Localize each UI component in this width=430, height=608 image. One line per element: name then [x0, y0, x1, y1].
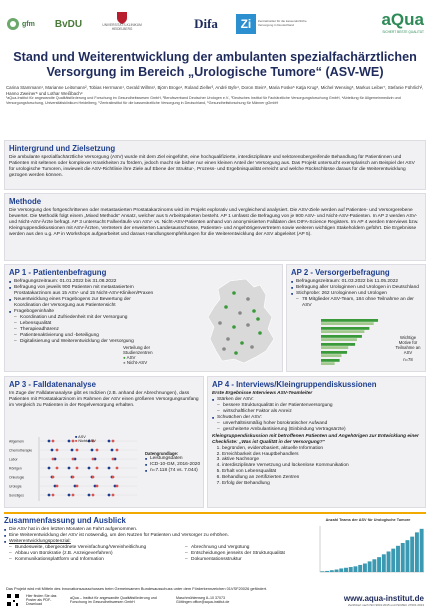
study-center-dot — [246, 297, 250, 301]
hintergrund-text: Die ambulante spezialfachärztliche Versorgung (ASV) wurde mit dem Ziel eingeführt, eine hochqualifizierte, interdisziplinäre und sektorenübergreifende Behandlung für Patientinnen und Patienten mit seltenen oder komplexen Krankheiten zu fördern, jedoch macht sie bisher nur einen kleinen Anteil der Versorgung aus. Das Projekt untersucht exemplarisch am Beispiel der ASV für urologische Tumoren, inwieweit die ASV-Richtlinie ihre Ziele auf Ebene der Struktur-, Prozess- und Ergebnisqualität erreicht und welche Rückschlüsse daraus für die Weiterentwicklung gezogen werden können. — [9, 155, 415, 178]
ap2-bullet-list — [291, 279, 421, 309]
ap3-legend-nonasv-label: Nicht-ASV — [78, 439, 96, 444]
nonasv-dot — [72, 476, 75, 479]
motive-caption-block — [394, 335, 422, 362]
row-label: Chemotherapie — [9, 448, 33, 453]
motive-chart — [291, 317, 391, 369]
methode-heading: Methode — [9, 197, 42, 206]
affiliations: ¹aQua-Institut für angewandte Qualitätsförderung und Forschung im Gesundheitswesen GmbH, ²Berufsverband Deutscher Urologen e.V., ³Deutsches Institut für Fachärztliche Versorgungsforschung GmbH, ⁴Abteilung für Allgemeinmedizin und Versorgungsforschung, Universitätsklinikum Heidelberg, ⁵Zentralinstitut für die kassenärztliche Versorgung in Deutschland, ⁶Gesundheitsforschung für Männer gGmbH — [6, 96, 401, 105]
nonasv-dot — [72, 458, 75, 461]
grundlage-item: ■ ICD-10-GM, 2016-2020 — [145, 462, 200, 468]
ap3-legend-nonasv-icon: ■ — [75, 439, 78, 444]
teams-bar — [344, 568, 348, 572]
study-center-dot — [240, 341, 244, 345]
motive-n: n=78 — [403, 357, 413, 362]
study-center-dot — [232, 291, 236, 295]
nonasv-dot — [56, 449, 59, 452]
nonasv-dot — [116, 467, 119, 470]
teams-bar — [335, 570, 339, 572]
asv-dot — [48, 467, 51, 470]
asv-dot — [48, 494, 51, 497]
motive-bar — [321, 327, 369, 330]
study-center-dot — [238, 311, 242, 315]
ap3-legend-asv-label: ASV — [78, 435, 86, 439]
nonasv-dot — [52, 458, 55, 461]
nonasv-dot — [92, 476, 95, 479]
footer-address: Maschmühlenweg 8–10 37073 Göttingen office@aqua-institut.de — [176, 595, 230, 604]
teams-bar — [420, 529, 424, 572]
teams-chart — [310, 522, 426, 580]
nonasv-dot — [52, 476, 55, 479]
study-center-dot — [232, 325, 236, 329]
footer-org: aQua – Institut für angewandte Qualitätsförderung und Forschung im Gesundheitswesen GmbH — [70, 595, 157, 604]
nonasv-dot — [96, 449, 99, 452]
checklist-item: 6. Behandlung an zertifizierten Zentren — [222, 475, 421, 481]
hintergrund-section — [4, 140, 426, 190]
asv-dot — [108, 440, 111, 443]
cert-note: Zertifiziert nach ISO 9001:2015 und ISO/IEC 27001:2013 — [348, 602, 424, 607]
asv-dot — [108, 467, 111, 470]
ap1-bullet: ■ Neuentwicklung eines Fragebogens zur Bewertung der Koordination der Versorgung aus Patientensicht — [9, 297, 159, 309]
difa-label: Difa — [194, 16, 218, 31]
website-link[interactable]: www.aqua-institut.de — [343, 593, 424, 603]
grundlage-item: ■ n=7.118 (74 vs. 7.044) — [145, 468, 200, 474]
nonasv-dot — [52, 494, 55, 497]
potential-left — [4, 545, 174, 563]
asv-dot — [68, 467, 71, 470]
asv-dot — [108, 494, 111, 497]
teams-bar — [391, 549, 395, 572]
nonasv-dot — [56, 485, 59, 488]
staerken-item: – wirtschaftlicher Faktor als Anreiz — [212, 409, 421, 415]
zusammen-list — [4, 527, 304, 545]
nonasv-dot — [92, 458, 95, 461]
motive-bar — [321, 351, 347, 354]
nonasv-dot — [112, 476, 115, 479]
methode-section — [4, 193, 426, 261]
map-caption: Verteilung der Studienzentren — [123, 345, 153, 355]
grundlage-title: Datengrundlage: — [145, 451, 179, 456]
motive-bar — [321, 362, 335, 365]
potential-item: – Kommunikationsplattform und Information — [4, 557, 174, 563]
zi-icon — [236, 14, 256, 34]
gfm-logo — [6, 10, 35, 38]
teams-bar — [330, 570, 334, 572]
study-center-dot — [246, 323, 250, 327]
ap3-heading: AP 3 - Falldatenanalyse — [9, 380, 96, 389]
ap2-bullet: ■ Stichprobe: 262 Urologinnen und Urologen — [291, 291, 421, 297]
aqua-label: aQua — [381, 10, 424, 29]
asv-dot — [71, 449, 74, 452]
nonasv-dot — [56, 467, 59, 470]
row-label: Röntgen — [9, 466, 22, 471]
teams-chart-title: Anzahl Teams der ASV für Urologische Tumore — [325, 518, 411, 522]
ap3-legend-asv-icon: ■ — [75, 435, 78, 439]
nonasv-dot — [76, 449, 79, 452]
falldaten-chart — [9, 433, 139, 503]
nonasv-dot — [76, 485, 79, 488]
logo-strip — [0, 0, 430, 48]
zi-logo — [236, 10, 318, 38]
zusammen-heading: Zusammenfassung und Ausblick — [4, 516, 126, 525]
ap1-bullet: ■ Fragebogeninhalte — [9, 309, 159, 315]
footer-web — [344, 594, 424, 607]
teams-bar — [358, 565, 362, 572]
zusammen-item: ■ Die ASV hat in den letzten Monaten an Fahrt aufgenommen. — [4, 527, 304, 533]
teams-bar — [349, 567, 353, 572]
grundlage-list — [145, 456, 200, 474]
checklist-item: 2. Erreichbarkeit des Hauptbehandlers — [222, 452, 421, 458]
funding-note: Das Projekt wird mit Mitteln des Innovationsausschusses beim Gemeinsamen Bundesausschuss unter dem Förderkennzeichen 01VSF20026 gefördert. — [6, 586, 268, 591]
gfm-icon — [6, 17, 20, 31]
ap1-map-legend — [123, 345, 173, 365]
zusammen-section — [4, 514, 426, 586]
motive-bar — [321, 338, 357, 341]
teams-bar — [382, 554, 386, 572]
study-center-dot — [256, 317, 260, 321]
staerken-item: – bessere Strukturqualität in der Patientenversorgung — [212, 403, 421, 409]
zusammen-item: ■ Weiterentwicklungspotenzial: — [4, 539, 304, 545]
ap1-bullet: – Koordination und Zufriedenheit mit der Versorgung — [9, 315, 159, 321]
asv-dot — [51, 449, 54, 452]
staerken-label: ■ Stärken der ASV: — [212, 397, 421, 403]
teams-bar — [363, 564, 367, 572]
motive-bar — [321, 354, 341, 357]
nonasv-dot — [112, 494, 115, 497]
ap4-strengths — [212, 397, 421, 433]
teams-bar — [396, 546, 400, 572]
motive-bar — [321, 322, 374, 325]
checklist — [222, 446, 421, 487]
nonasv-dot — [92, 494, 95, 497]
zi-text: Zentralinstitut für die kassenärztliche Versorgung in Deutschland — [257, 19, 307, 27]
row-label: Urologie — [9, 484, 22, 489]
ap1-bullet: – Therapieadhärenz — [9, 327, 159, 333]
row-label: Onkologie — [9, 475, 25, 480]
teams-bar — [415, 532, 419, 572]
potential-item: – Abbau von Bürokratie (z.B. Anzeigeverfahren) — [4, 551, 174, 557]
checklist-item: 5. Erhalt von Lebensqualität — [222, 469, 421, 475]
legend-asv-icon: ● — [123, 355, 126, 360]
teams-bar — [320, 571, 324, 572]
asv-dot — [48, 440, 51, 443]
nonasv-dot — [96, 467, 99, 470]
ap3-legend — [75, 435, 96, 444]
motive-bar — [321, 346, 348, 349]
asv-dot — [91, 449, 94, 452]
ap1-bullet: ■ Befragung von jeweils 900 Patienten mit metastasiertem Prostatakarzinom aus 15 ASV- und 15 Nicht-ASV-Kliniken/Praxen — [9, 285, 159, 297]
row-label: Allgemein — [9, 439, 24, 444]
potential-item: – Entscheidungen jenseits der Strukturqualität — [180, 551, 304, 557]
checklist-item: 7. Erfolg der Behandlung — [222, 481, 421, 487]
schwaechen-item: – unverhältnismäßig hoher bürokratischer Aufwand — [212, 421, 421, 427]
nonasv-dot — [112, 440, 115, 443]
study-center-dot — [234, 351, 238, 355]
nonasv-dot — [116, 449, 119, 452]
study-center-dot — [226, 337, 230, 341]
potential-columns — [4, 545, 304, 563]
author-list: Carina Stammann¹, Marianne Leitsmann², Tobias Herrmann¹, Gerald Willms¹, Björn Broge¹, Roland Zieller³, André Byfe⁴, Doron Stein⁵, Maria Foske⁵ Katja Krug⁶, Michel Wensing⁶, Markus Leiber⁷, Stefanie Führlich², Hanno Zweiner⁸ und Lothar Weißbach⁹ — [6, 85, 424, 96]
study-center-dot — [222, 347, 226, 351]
nonasv-dot — [112, 458, 115, 461]
crest-icon — [115, 10, 129, 24]
study-center-dot — [224, 305, 228, 309]
ap1-heading: AP 1 - Patientenbefragung — [9, 268, 107, 277]
teams-bar — [410, 537, 414, 572]
teams-bar — [353, 566, 357, 572]
legend-nonasv — [123, 360, 173, 365]
asv-teams-chart-block — [310, 518, 426, 585]
grundlage-item: ■ Leistungsdaten — [145, 456, 200, 462]
nonasv-dot — [72, 494, 75, 497]
methode-text: Die Versorgung des fortgeschrittenen oder metastasierten Prostatakarzinoms wird im Projekt explorativ und vergleichend analysiert. Die ASV-Ziele werden auf Patienten- und Versorgerebene bewertet. Die Methodik folgt einem „Mixed Methods“ Ansatz, welcher aus 5 Arbeitspaketen besteht. AP 1 umfasst die Befragung von je 900 ASV- und Nicht-ASV-Patienten. In AP 2 werden ASV- und Nicht-ASV-Ärzte befragt. AP 3 untersucht Fallverläufe von ASV- vs. Nicht-ASV-Patienten anhand von anonymisierten Falldaten des DIFA-Science Registers. Im AP 4 werden Interviews bzw. Kleingruppendiskussionen mit ASV-Ärzten, Vertretern der erweiterten Landesausschüsse, Patienten- und Angehörigenvertretern sowie weiteren wichtigen Stakeholdern geführt. Die Ergebnisse werden aus den u.g. AP in Workshops aufgearbeitet und daraus Handlungsempfehlungen für die Weiterentwicklung der ASV abgeleitet (AP 5). — [9, 208, 419, 237]
teams-bar — [401, 543, 405, 572]
teams-bar — [339, 568, 343, 572]
schwaechen-item: – gescheiterte Ambulantisierung (Einbindung Vertragsärzte) — [212, 427, 421, 433]
nonasv-dot — [52, 440, 55, 443]
ap1-section — [4, 264, 283, 372]
potential-item: – Abrechnung und Vergütung — [180, 545, 304, 551]
legend-asv-label: ASV — [126, 355, 136, 360]
checklist-item: 3. aktive Nachsorge — [222, 457, 421, 463]
teams-bar — [372, 559, 376, 572]
ap1-bullet: – Patientenaktivierung und -beteiligung — [9, 333, 159, 339]
poster-title: Stand und Weiterentwicklung der ambulanten spezialfachärztlichen Versorgung im Bereich „Urologische Tumore“ (ASV-WE) — [13, 50, 417, 79]
study-center-dot — [252, 309, 256, 313]
ap1-bullet: – Digitalisierung und Weiterentwicklung der Versorgung — [9, 339, 159, 345]
zi-label: Zi — [240, 17, 252, 31]
legend-nonasv-label: Nicht-ASV — [126, 360, 148, 365]
aqua-subtitle: SICHERT BESTE QUALITÄT — [382, 30, 424, 34]
ap2-bullet: ■ Befragung aller Urologinnen und Urologen in Deutschland — [291, 285, 421, 291]
title-block — [6, 50, 424, 106]
ap1-bullet: – Lebensqualität — [9, 321, 159, 327]
row-label: Sonstiges — [9, 493, 24, 498]
motive-caption: Wichtige Motive für Teilnahme an ASV — [395, 335, 421, 355]
qr-code-icon[interactable] — [6, 593, 20, 607]
study-center-dot — [218, 321, 222, 325]
study-center-dot — [250, 345, 254, 349]
ap3-text: Im Zuge der Falldatenanalyse gibt es Indizien (z.B. anhand der Abrechnungen), dass Patienten mit Prostatakarzinom im Rahmen der ASV einen größeren Versorgungsumfang im Vergleich zu Patienten in der Regelversorgung erhalten. — [9, 391, 199, 408]
schwaechen-label: ■ Schwächen der ASV: — [212, 415, 421, 421]
nonasv-dot — [116, 485, 119, 488]
checklist-item: 1. begründen, evidenzbasiert, aktuelle Information — [222, 446, 421, 452]
nonasv-dot — [76, 467, 79, 470]
potential-item: – Bundesweite, übergeordnete Vereinfachung/Vereinheitlichung — [4, 545, 174, 551]
potential-item: – Dokumentationsstruktur — [180, 557, 304, 563]
teams-bar — [325, 571, 329, 572]
ap4-kg-intro: Kleingruppendiskussion mit betroffenen Patienten und Angehörigen zur Entwicklung einer Checkliste: „Was ist Qualität in der Versorgung?“ — [212, 433, 419, 445]
zusammen-item: ■ Eine Weiterentwicklung der ASV ist notwendig, um den Nutzen für Patienten und Versorger zu erhöhen. — [4, 533, 304, 539]
aqua-logo — [381, 10, 424, 38]
ap4-section — [207, 376, 426, 508]
teams-bar — [377, 557, 381, 572]
row-label: Labor — [9, 457, 18, 462]
asv-dot — [111, 449, 114, 452]
difa-logo — [194, 10, 218, 38]
ap1-bullet-list — [9, 279, 159, 345]
study-center-dot — [258, 331, 262, 335]
poster-pdf-note: Hier finden Sie das Poster als PDF-Download — [26, 593, 57, 607]
motive-bar — [321, 343, 355, 346]
hintergrund-heading: Hintergrund und Zielsetzung — [9, 144, 116, 153]
checklist-item: 4. interdisziplinäre Vernetzung und lückenlose Kommunikation — [222, 463, 421, 469]
teams-bar — [387, 551, 391, 572]
gfm-label: gfm — [22, 20, 35, 28]
asv-dot — [68, 440, 71, 443]
ap1-bullet: ■ Befragungszeitraum: 01.01.2022 bis 31.08.2022 — [9, 279, 159, 285]
bvdu-logo — [55, 10, 82, 38]
ap2-bullet: ■ Befragungszeitraum: 01.03.2022 bis 11.05.2022 — [291, 279, 421, 285]
teams-bar — [405, 540, 409, 572]
heidelberg-logo — [98, 10, 146, 38]
ap3-grundlage — [145, 451, 200, 474]
motive-bar — [321, 335, 362, 338]
heidelberg-label: UNIVERSITÄTS-KLINIKUM HEIDELBERG — [102, 23, 142, 31]
ap3-legend-nonasv — [75, 439, 96, 443]
ap2-bullet: – 78 Mitglieder ASV-Team, 184 ohne Teilnahme an der ASV — [291, 297, 421, 309]
asv-dot — [88, 467, 91, 470]
ap2-heading: AP 2 - Versorgerbefragung — [291, 268, 390, 277]
bvdu-label: BvDU — [54, 18, 83, 30]
germany-map — [200, 277, 280, 367]
motive-bar — [321, 359, 340, 362]
motive-bar — [321, 319, 378, 322]
ap2-section — [286, 264, 426, 372]
footer — [0, 592, 430, 608]
asv-dot — [88, 494, 91, 497]
asv-dot — [68, 494, 71, 497]
nonasv-dot — [96, 485, 99, 488]
ap4-heading: AP 4 - Interviews/Kleingruppendiskussionen — [212, 380, 377, 389]
legend-nonasv-icon: ● — [123, 360, 126, 365]
motive-bar — [321, 330, 364, 333]
potential-right — [180, 545, 304, 563]
ap3-section — [4, 376, 204, 508]
ap4-intro: Erste Ergebnisse Interviews ASV-Teamleiter — [212, 391, 313, 396]
teams-bar — [368, 561, 372, 572]
nonasv-dot — [72, 439, 78, 444]
